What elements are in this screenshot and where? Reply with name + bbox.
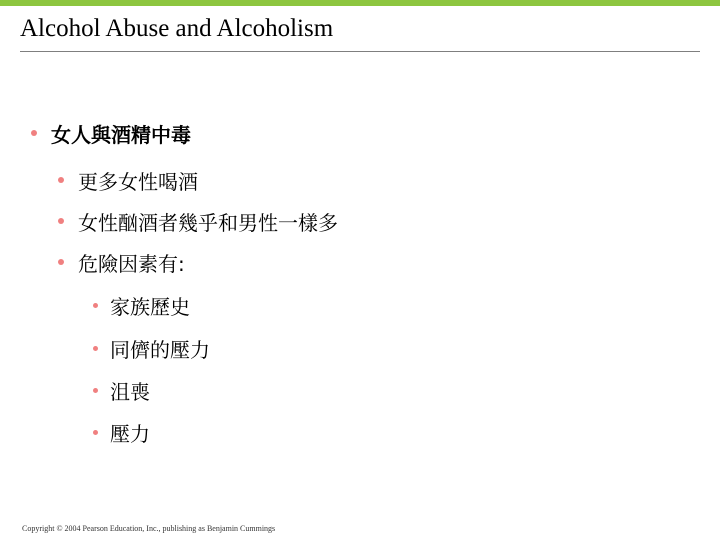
copyright-footer: Copyright © 2004 Pearson Education, Inc., publishing as Benjamin Cummings [22, 524, 276, 533]
bullet-dot-icon [58, 259, 64, 265]
bullet-item-sub [58, 247, 185, 277]
bullet-dot-icon [93, 346, 98, 351]
bullet-text: 更多女性喝酒 [78, 169, 198, 194]
slide-title: Alcohol Abuse and Alcoholism [20, 15, 334, 42]
bullet-item-sub [58, 206, 338, 236]
bullet-text: 女人與酒精中毒 [51, 122, 191, 147]
bullet-text: 沮喪 [110, 379, 150, 404]
bullet-item-risk [93, 417, 150, 447]
bullet-text: 女性酗酒者幾乎和男性一樣多 [78, 210, 338, 235]
bullet-item-risk [93, 333, 210, 363]
bullet-text: 壓力 [110, 421, 150, 446]
bullet-dot-icon [93, 303, 98, 308]
bullet-item-risk [93, 290, 190, 320]
bullet-item-main [31, 118, 191, 148]
bullet-item-sub [58, 165, 198, 195]
bullet-dot-icon [93, 430, 98, 435]
bullet-dot-icon [58, 177, 64, 183]
bullet-text: 同儕的壓力 [110, 337, 210, 362]
bullet-dot-icon [31, 130, 37, 136]
bullet-item-risk [93, 375, 150, 405]
bullet-dot-icon [93, 388, 98, 393]
bullet-text: 危險因素有: [78, 251, 185, 276]
bullet-dot-icon [58, 218, 64, 224]
bullet-text: 家族歷史 [110, 294, 190, 319]
